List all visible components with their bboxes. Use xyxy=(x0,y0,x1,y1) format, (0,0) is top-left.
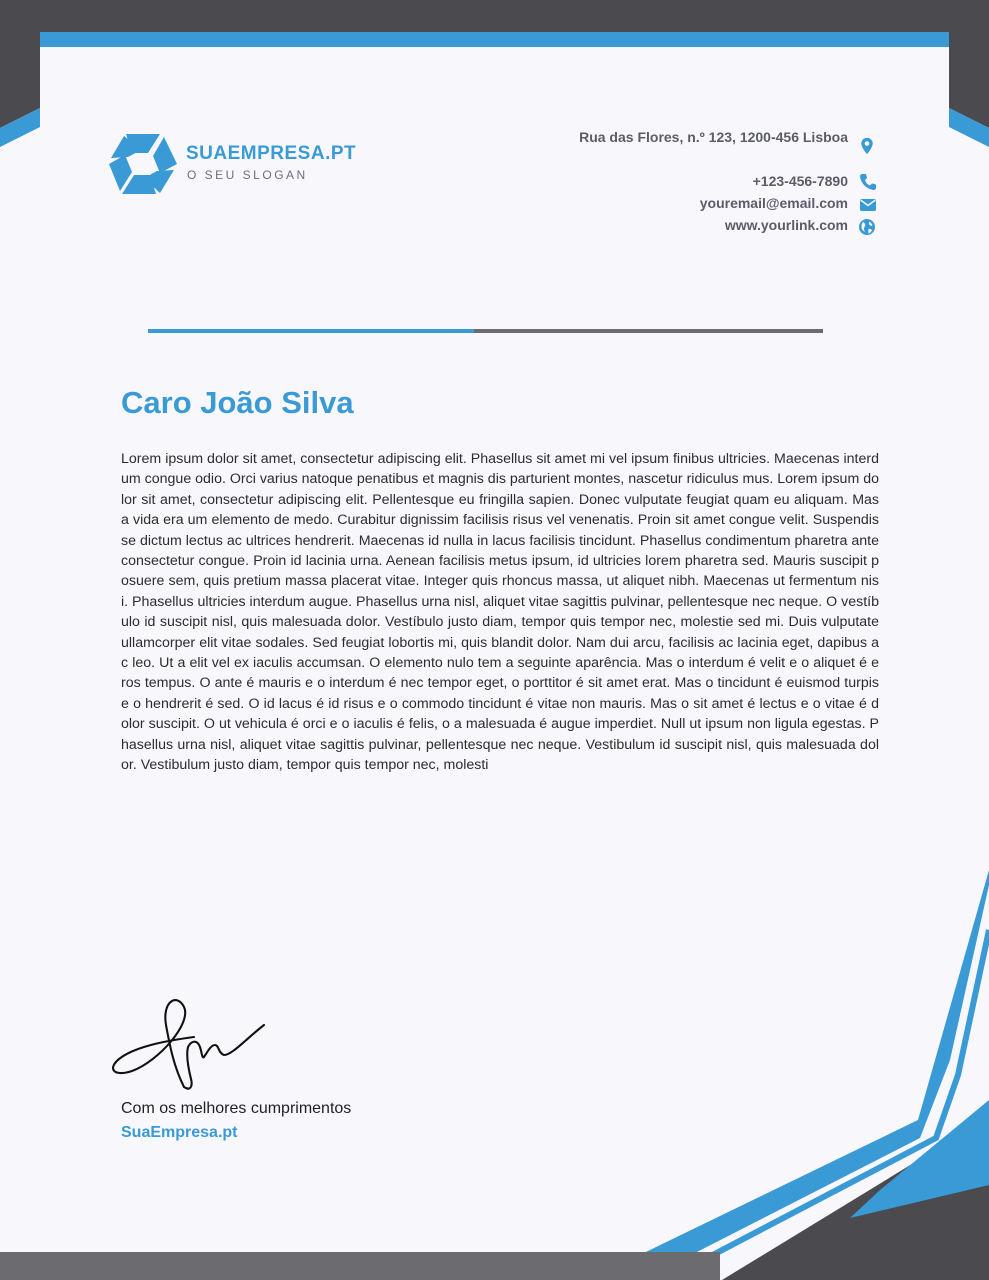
location-pin-icon xyxy=(858,137,876,155)
letter-closing: Com os melhores cumprimentos xyxy=(121,1100,352,1117)
letter-greeting: Caro João Silva xyxy=(121,385,354,420)
letter-body: Lorem ipsum dolor sit amet, consectetur adipiscing elit. Phasellus sit amet mi vel ipsum finibus ultricies. Maecenas interdum congue odio. Orci varius natoque penatibus et magnis dis parturient montes, nascetur ridiculus mus. Lorem ipsum dolor sit amet, consectetur adipiscing elit. Pellentesque eu fringilla sapien. Donec vulputate feugiat quam eu aliquam. Mas a vida era um elemento de medo. Curabitur dignissim facilisis risus vel venenatis. Proin sit amet congue velit. Suspendisse dictum lectus ac ultrices hendrerit. Maecenas id nulla in lacus facilisis tincidunt. Phasellus condimentum pharetra ante consectetur congue. Proin id lacinia urna. Aenean facilisis metus ipsum, id ultricies lorem pharetra sed. Mauris suscipit posuere sem, quis pretium massa placerat vitae. Integer quis rhoncus massa, ut aliquet nibh. Maecenas ut fermentum nisi. Phasellus ultricies interdum augue. Phasellus urna nisl, aliquet vitae sagittis pulvinar, pellentesque nec neque. O vestíbulo id suscipit nisl, quis malesuada dolor. Vestíbulo justo diam, tempor quis tempor nec, molestie sed mi. Duis vulputate ullamcorper elit vitae sodales. Sed feugiat lobortis mi, quis blandit dolor. Nam dui arcu, facilisis ac lacinia eget, dapibus ac leo. Ut a elit vel ex iaculis accumsan. O elemento nulo tem a seguinte aparência. Mas o interdum é velit e o aliquet é eros tempus. O ante é mauris e o interdum é nec tempor eget, o porttitor é sit amet erat. Mas o tincidunt é euismod turpis e o hendrerit é sed. O id lacus é id risus e o commodo tincidunt é vitae non mauris. Mas o sit amet é lectus e o vitae é dolor suscipit. O ut vehicula é orci e o iaculis é felis, o a malesuada é augue imperdiet. Null ut ipsum non ligula egestas. Phasellus urna nisl, aliquet vitae sagittis pulvinar, pellentesque nec neque. Vestibulum id suscipit nisl, quis malesuada dolor. Vestibulum justo diam, tempor quis tempor nec, molesti xyxy=(121,451,879,774)
address-text: Rua das Flores, n.º 123, 1200-456 Lisboa xyxy=(579,129,848,145)
divider-gray xyxy=(474,329,823,333)
signature-company: SuaEmpresa.pt xyxy=(121,1124,238,1141)
bottom-dark-band xyxy=(0,1252,720,1280)
website-text[interactable]: www.yourlink.com xyxy=(724,217,848,233)
handwritten-signature xyxy=(104,995,269,1095)
shutter-logo-icon xyxy=(108,133,178,195)
brand-slogan: O SEU SLOGAN xyxy=(187,168,308,182)
email-text[interactable]: youremail@email.com xyxy=(699,195,848,211)
email-icon xyxy=(859,196,877,214)
phone-text[interactable]: +123-456-7890 xyxy=(752,173,848,189)
globe-icon xyxy=(858,218,876,236)
phone-icon xyxy=(859,173,877,191)
divider-accent xyxy=(148,329,474,333)
top-accent-band xyxy=(40,32,949,47)
top-dark-band xyxy=(0,0,989,32)
brand-name: SUAEMPRESA.PT xyxy=(186,143,357,164)
